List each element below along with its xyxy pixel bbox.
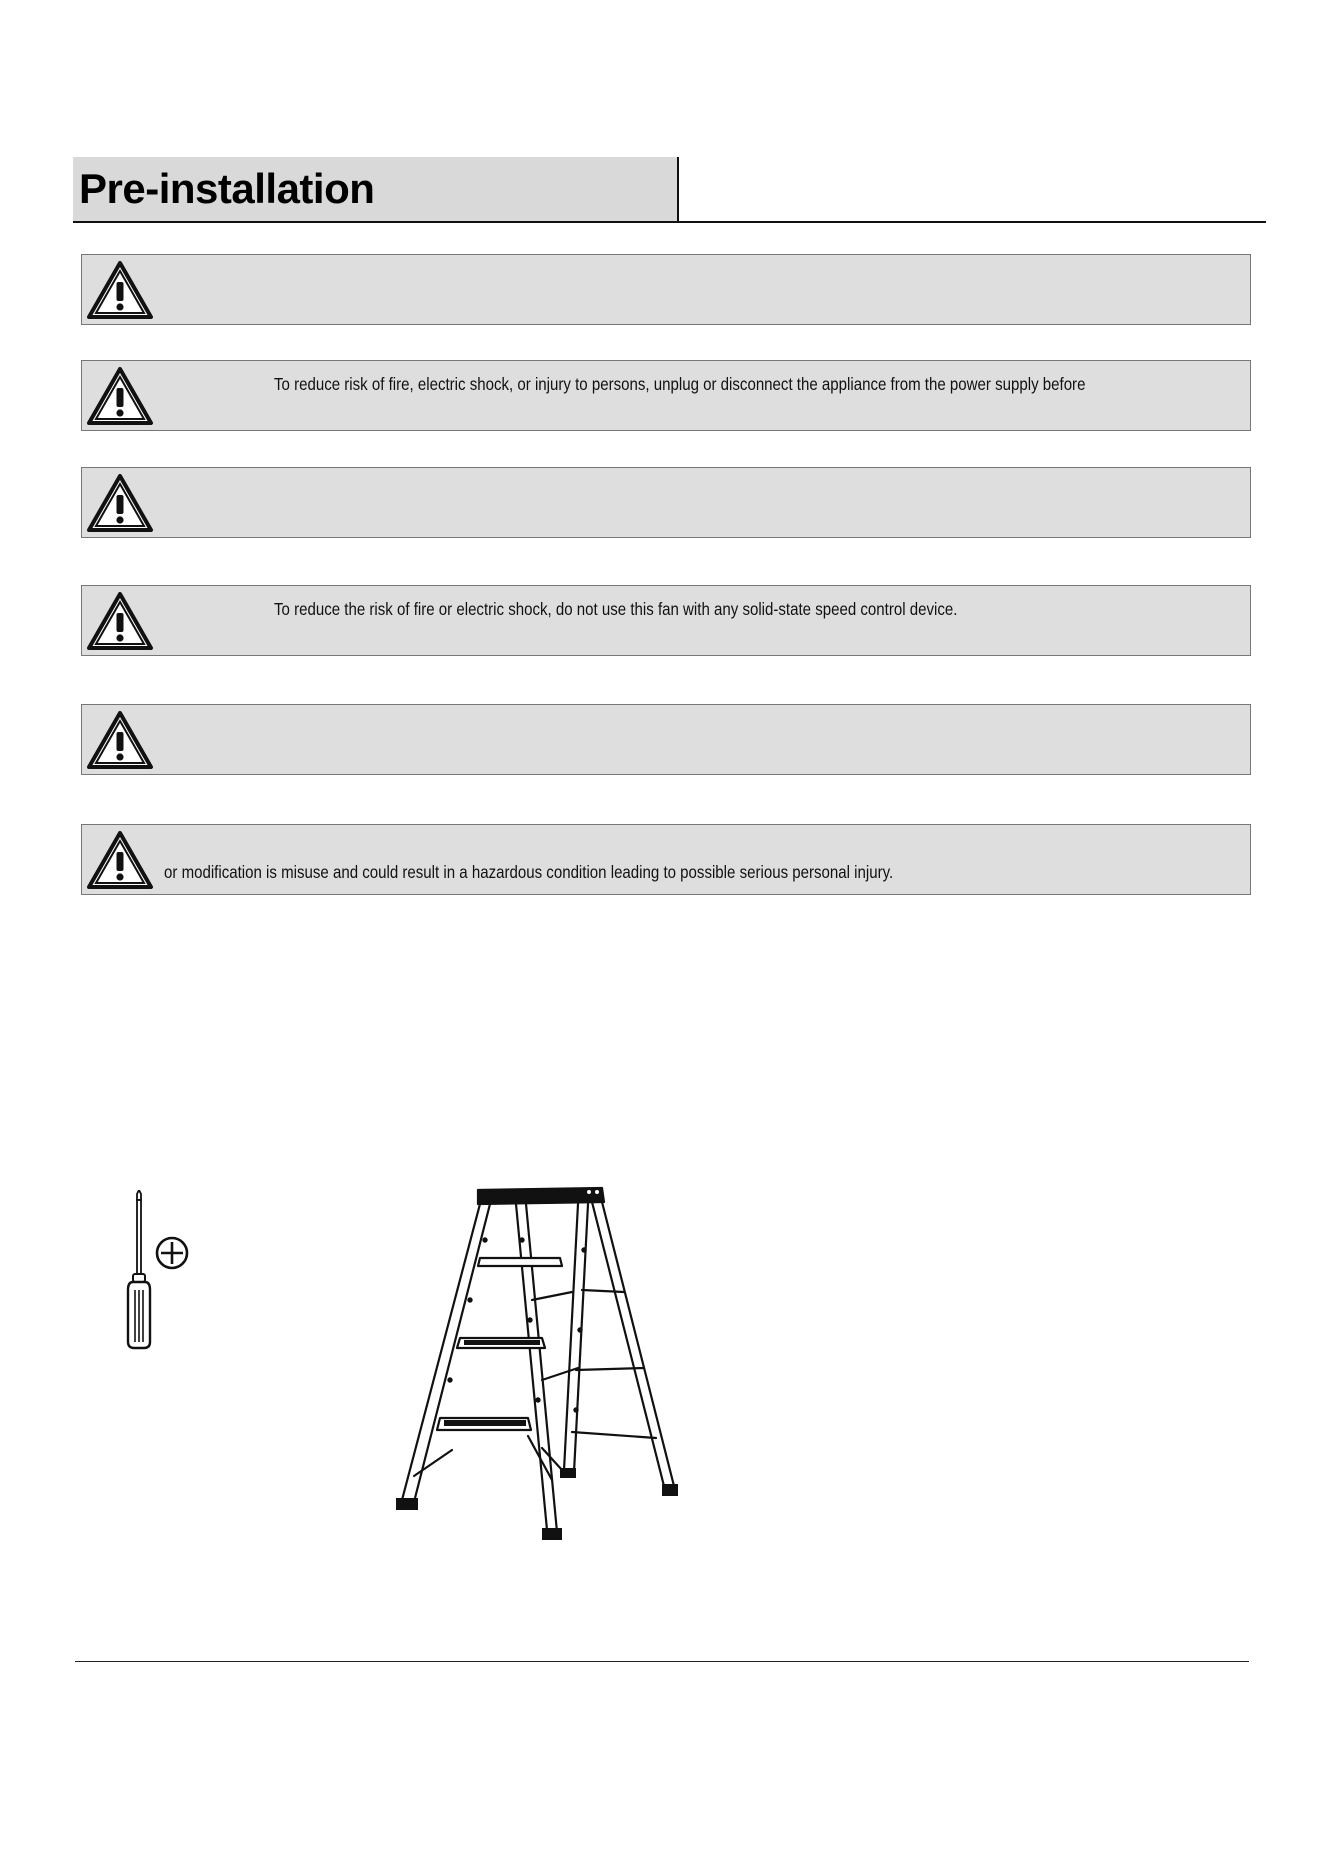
footer-divider xyxy=(75,1661,1249,1662)
warning-box-3 xyxy=(81,467,1251,538)
warning-box-6 xyxy=(81,824,1251,895)
warning-triangle-icon xyxy=(86,710,154,770)
warning-text: To reduce the risk of fire or electric shock, do not use this fan with any solid-state speed control device. xyxy=(274,599,958,619)
warning-box-4 xyxy=(81,585,1251,656)
page-title: Pre-installation xyxy=(79,165,375,212)
phillips-screwdriver-icon xyxy=(112,1190,196,1350)
warning-triangle-icon xyxy=(86,591,154,651)
warning-box-5 xyxy=(81,704,1251,775)
warning-box-2 xyxy=(81,360,1251,431)
title-box xyxy=(73,157,679,221)
title-underline xyxy=(73,221,1266,223)
warning-text: To reduce risk of fire, electric shock, or injury to persons, unplug or disconnect the appliance from the power supply before xyxy=(274,374,1086,394)
warning-triangle-icon xyxy=(86,473,154,533)
warning-box-1 xyxy=(81,254,1251,325)
warning-triangle-icon xyxy=(86,366,154,426)
step-ladder-icon xyxy=(392,1180,682,1540)
warning-triangle-icon xyxy=(86,260,154,320)
section-header xyxy=(73,157,1266,223)
warning-triangle-icon xyxy=(86,830,154,890)
warning-text: or modification is misuse and could result in a hazardous condition leading to possible serious personal injury. xyxy=(164,862,894,882)
